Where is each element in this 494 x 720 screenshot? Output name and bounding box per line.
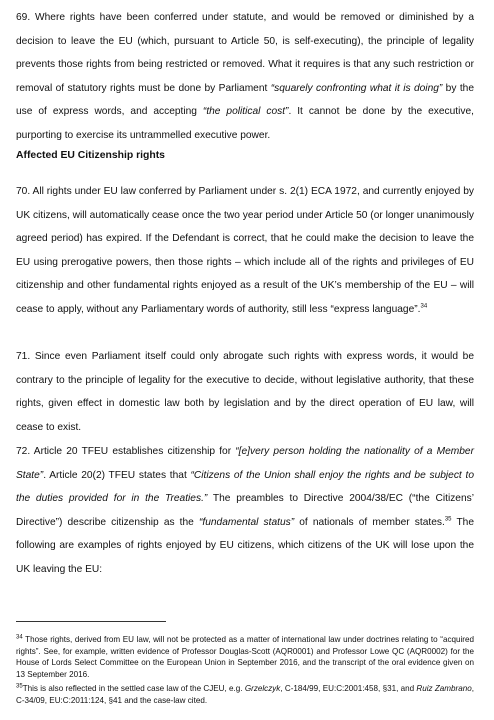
footnote-35: [16, 683, 474, 706]
para-text: 69. Where rights have been conferred under statute, and would be removed or diminished by a decision to leave the EU (which, pursuant to Article 50, is self-executing), the principle of legality prevents those rights from being restricted or removed. What it requires is that any such restriction or removal of statutory rights must be done by Parliament: [16, 12, 474, 94]
para-text: The following are examples of rights enjoyed by EU citizens, which citizens of the UK will lose upon the UK leaving the EU:: [16, 516, 474, 575]
footnote-ref-34[interactable]: 34: [420, 303, 428, 310]
quote-italic: “Citizens of the Union shall enjoy the rights and be subject to the duties provided for in the Treaties.”: [16, 469, 474, 504]
footnote-34: [16, 634, 474, 680]
case-name: Grzelczyk: [244, 684, 281, 693]
footnote-text: , C-184/99, EU:C:2001:458, §31, and: [280, 684, 417, 693]
footnote-mark: 34: [16, 634, 23, 641]
para-text: 71. Since even Parliament itself could only abrogate such rights with express words, it would be contrary to the principle of legality for the executive to decide, without legislative authority, that these rights, given effect in domestic law both by legislation and by the direct operation of EU law, will cease to exist.: [16, 351, 474, 433]
paragraph-71: [16, 345, 474, 439]
footnote-text: , C-34/09, EU:C:2011:124, §41 and the case-law cited.: [16, 684, 474, 705]
footnote-divider: [16, 621, 166, 622]
paragraph-70: [16, 180, 474, 321]
para-text: 70. All rights under EU law conferred by Parliament under s. 2(1) ECA 1972, and currently enjoyed by UK citizens, will automatically cease once the two year period under Article 50 (or longer unanimously agreed period) has expired. If the Defendant is correct, that he could make the decision to leave the EU using prerogative powers, then those rights – which include all of the rights and privileges of EU citizenship and other fundamental rights enjoyed as a result of the UK’s membership of the EU – will cease to apply, without any Parliamentary words of authority, still less “express language”.: [16, 186, 474, 315]
case-name: Ruiz Zambrano: [416, 684, 472, 693]
footnote-text: Those rights, derived from EU law, will not be protected as a matter of international law under doctrines relating to “acquired rights”. See, for example, written evidence of Professor Douglas-Scott (AQR0001) and Professor Lowe QC (AQR0002) for the House of Lords Select Committee on the European Union in September 2016, and the transcript of the oral evidence given on 13 September 2016.: [16, 635, 474, 679]
quote-italic: “fundamental status”: [198, 516, 295, 528]
para-text: of nationals of member states.: [294, 516, 445, 528]
quote-italic: “the political cost”: [202, 106, 289, 117]
footnote-mark: 35: [16, 683, 23, 690]
para-text: . It cannot be done by the executive, purporting to exercise its untrammelled executive power.: [16, 106, 474, 141]
quote-italic: “squarely confronting what it is doing”: [270, 82, 443, 94]
para-text: The preambles to Directive 2004/38/EC (“the Citizens’ Directive”) describe citizenship as the: [16, 493, 474, 528]
paragraph-72: [16, 440, 474, 581]
paragraph-69: [16, 6, 474, 147]
para-text: by the use of express words, and accepting: [16, 82, 474, 117]
footnote-ref-35[interactable]: 35: [444, 516, 452, 523]
quote-italic: “[e]very person holding the nationality of a Member State”: [16, 446, 474, 481]
footnote-text: This is also reflected in the settled case law of the CJEU, e.g.: [22, 684, 245, 693]
para-text: 72. Article 20 TFEU establishes citizenship for: [16, 446, 236, 457]
section-heading: Affected EU Citizenship rights: [16, 150, 165, 161]
para-text: . Article 20(2) TFEU states that: [43, 469, 191, 481]
